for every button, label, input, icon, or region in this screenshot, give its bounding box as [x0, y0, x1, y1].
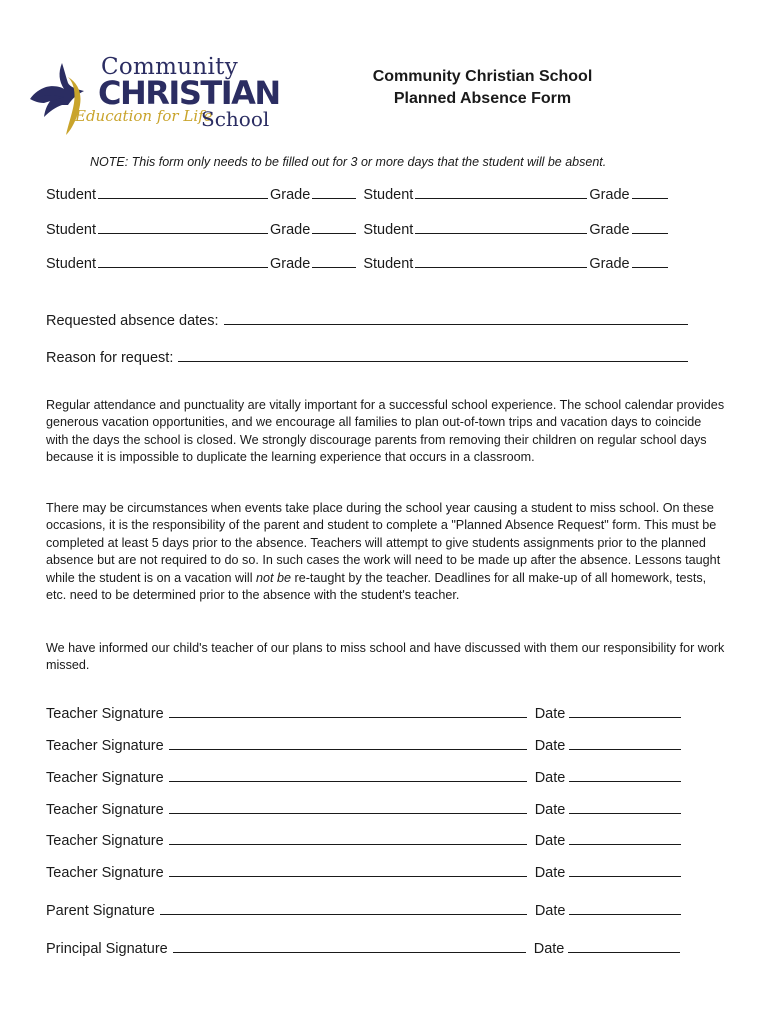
date-label: Date	[534, 738, 566, 754]
signature-label: Parent Signature	[46, 903, 155, 919]
reason-label: Reason for request:	[46, 350, 174, 366]
form-note: NOTE: This form only needs to be filled out for 3 or more days that the student will be absent.	[90, 155, 607, 169]
student-label: Student	[46, 222, 96, 238]
parent-signature-row	[46, 903, 683, 919]
form-title-name: Planned Absence Form	[393, 90, 572, 107]
date-label: Date	[534, 770, 566, 786]
logo-word-christian: CHRISTIAN	[98, 74, 280, 112]
reason-field[interactable]	[178, 360, 688, 362]
paragraph-text: re-taught by the teacher. Deadlines for all make-up of all homework, tests, etc. need to be determined prior to the absence with the student's teacher.	[46, 570, 707, 603]
date-label: Date	[534, 903, 566, 919]
signature-label: Teacher Signature	[46, 833, 164, 849]
signature-field[interactable]	[169, 875, 527, 877]
date-field[interactable]	[569, 748, 681, 750]
date-field[interactable]	[569, 780, 681, 782]
reason-row	[46, 350, 690, 366]
date-field[interactable]	[568, 951, 680, 953]
signature-label: Teacher Signature	[46, 770, 164, 786]
student-row	[46, 187, 670, 203]
requested-dates-label: Requested absence dates:	[46, 313, 219, 329]
student-name-field[interactable]	[415, 266, 587, 268]
date-field[interactable]	[569, 716, 681, 718]
student-row	[46, 256, 670, 272]
school-logo	[28, 54, 280, 140]
student-label: Student	[363, 222, 414, 238]
circumstances-paragraph	[46, 500, 726, 604]
signature-row	[46, 833, 683, 849]
grade-label: Grade	[589, 222, 630, 238]
grade-label: Grade	[589, 256, 630, 272]
signature-row	[46, 738, 683, 754]
grade-label: Grade	[270, 222, 311, 238]
date-label: Date	[534, 865, 566, 881]
student-name-field[interactable]	[98, 266, 268, 268]
student-label: Student	[363, 187, 414, 203]
signature-field[interactable]	[169, 748, 527, 750]
signature-label: Teacher Signature	[46, 738, 164, 754]
paragraph-emphasis: not be	[256, 570, 292, 585]
grade-label: Grade	[270, 187, 311, 203]
attendance-paragraph: Regular attendance and punctuality are vitally important for a successful school experience. The school calendar provides generous vacation opportunities, and we encourage all families to plan out-of-town trips and vacation days to coincide with the days the school is closed. We strongly discourage parents from removing their children on regular school days because it is impossible to duplicate the learning experience that occurs in a classroom.	[46, 398, 725, 465]
date-field[interactable]	[569, 812, 681, 814]
student-label: Student	[363, 256, 414, 272]
dove-icon	[28, 59, 108, 139]
signature-field[interactable]	[169, 812, 527, 814]
paragraph-text: There may be circumstances when events take place during the school year causing a student to miss school. On these occasions, it is the responsibility of the parent and student to complete a "Planned Absence Request" form. This must be completed at least 5 days prior to the absence. Teachers will attempt to give students assignments prior to the planned absence but are not required to do so. In such cases the work will need to be made up after the absence. Lessons taught while the student is on a vacation will	[46, 501, 721, 585]
date-label: Date	[534, 833, 566, 849]
signature-field[interactable]	[169, 780, 527, 782]
grade-label: Grade	[589, 187, 630, 203]
student-label: Student	[46, 256, 96, 272]
acknowledgement-paragraph: We have informed our child's teacher of our plans to miss school and have discussed with them our responsibility for work missed.	[46, 641, 725, 673]
grade-field[interactable]	[632, 232, 668, 234]
signature-label: Teacher Signature	[46, 706, 164, 722]
grade-field[interactable]	[312, 232, 356, 234]
date-label: Date	[534, 802, 566, 818]
student-name-field[interactable]	[98, 197, 268, 199]
student-name-field[interactable]	[415, 197, 587, 199]
logo-word-school: School	[201, 107, 270, 131]
date-label: Date	[533, 941, 565, 957]
grade-field[interactable]	[312, 266, 356, 268]
signature-field[interactable]	[169, 716, 527, 718]
signature-label: Teacher Signature	[46, 865, 164, 881]
grade-label: Grade	[270, 256, 311, 272]
signature-row	[46, 706, 683, 722]
form-title-school: Community Christian School	[372, 68, 593, 85]
principal-signature-row	[46, 941, 682, 957]
grade-field[interactable]	[632, 266, 668, 268]
logo-word-community: Community	[101, 54, 238, 80]
date-label: Date	[534, 706, 566, 722]
signature-label: Teacher Signature	[46, 802, 164, 818]
date-field[interactable]	[569, 875, 681, 877]
signature-row	[46, 770, 683, 786]
signature-row	[46, 802, 683, 818]
student-label: Student	[46, 187, 96, 203]
student-name-field[interactable]	[415, 232, 587, 234]
requested-dates-field[interactable]	[224, 323, 688, 325]
signature-field[interactable]	[173, 951, 526, 953]
signature-row	[46, 865, 683, 881]
logo-tagline: Education for Life	[75, 107, 213, 125]
signature-field[interactable]	[169, 843, 527, 845]
date-field[interactable]	[569, 913, 681, 915]
date-field[interactable]	[569, 843, 681, 845]
requested-dates-row	[46, 313, 690, 329]
grade-field[interactable]	[312, 197, 356, 199]
student-name-field[interactable]	[98, 232, 268, 234]
student-row	[46, 222, 670, 238]
signature-field[interactable]	[160, 913, 527, 915]
grade-field[interactable]	[632, 197, 668, 199]
signature-label: Principal Signature	[46, 941, 168, 957]
